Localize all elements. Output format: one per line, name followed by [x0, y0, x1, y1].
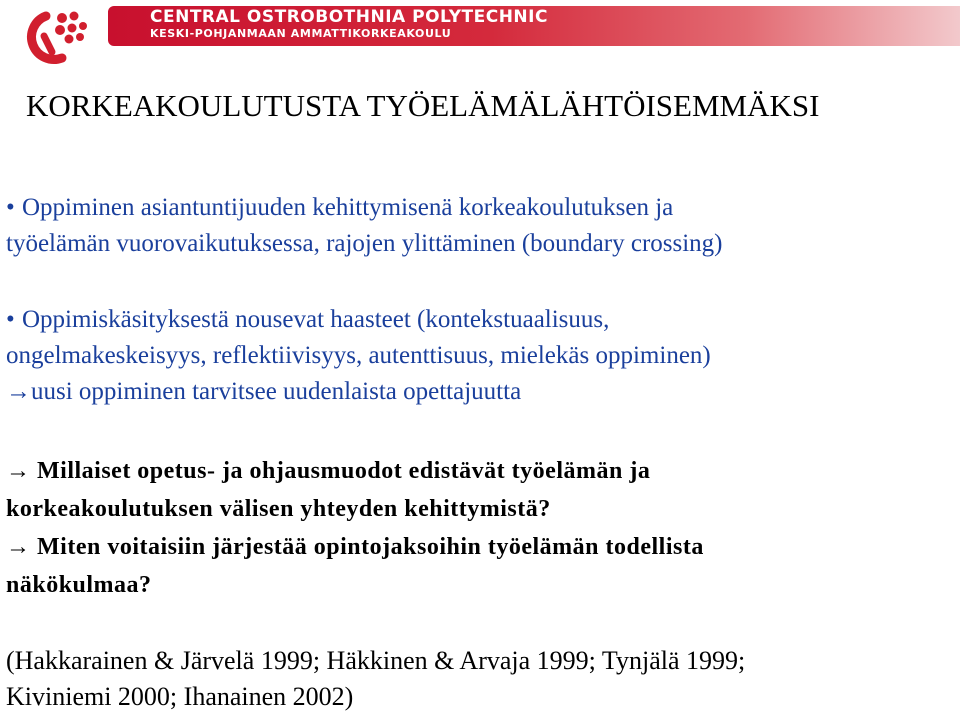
slide-title: KORKEAKOULUTUSTA TYÖELÄMÄLÄHTÖISEMMÄKSI [26, 88, 820, 123]
bullet-2-arrow-line: →uusi oppiminen tarvitsee uudenlaista opettajuutta [6, 374, 951, 410]
bullet-icon: • [6, 306, 15, 333]
reference-line-2: Kiviniemi 2000; Ihanainen 2002) [6, 682, 354, 711]
bullet-2 [6, 302, 951, 410]
bullet-2-line-2: ongelmakeskeisyys, reflektiivisyys, autenttisuus, mielekäs oppiminen) [6, 342, 711, 369]
reference-line-1: (Hakkarainen & Järvelä 1999; Häkkinen & Arvaja 1999; Tynjälä 1999; [6, 646, 746, 675]
question-2-line-2: näkökulmaa? [6, 572, 152, 598]
header [0, 0, 960, 70]
questions [6, 452, 951, 604]
question-1-line-1: → Millaiset opetus- ja ohjausmuodot edistävät työelämän ja [6, 452, 951, 490]
bullet-1-line-2: työelämän vuorovaikutuksessa, rajojen ylittäminen (boundary crossing) [6, 230, 723, 257]
institution-name-finnish: KESKI-POHJANMAAN AMMATTIKORKEAKOULU [150, 27, 452, 40]
question-1-line-2: korkeakoulutuksen välisen yhteyden kehittymistä? [6, 496, 551, 522]
bullet-1 [6, 190, 951, 262]
arrow-right-icon: → [6, 534, 31, 560]
references [6, 643, 951, 715]
bullet-2-line-1: • Oppimiskäsityksestä nousevat haasteet (kontekstuaalisuus, [6, 302, 951, 338]
polytechnic-logo-icon [18, 6, 90, 68]
bullet-icon: • [6, 194, 15, 221]
question-2-line-1: → Miten voitaisiin järjestää opintojaksoihin työelämän todellista [6, 528, 951, 566]
institution-name: CENTRAL OSTROBOTHNIA POLYTECHNIC [150, 7, 548, 27]
bullet-1-line-1: • Oppiminen asiantuntijuuden kehittymisenä korkeakoulutuksen ja [6, 190, 951, 226]
arrow-right-icon: → [6, 458, 31, 484]
arrow-right-icon: → [6, 378, 31, 405]
